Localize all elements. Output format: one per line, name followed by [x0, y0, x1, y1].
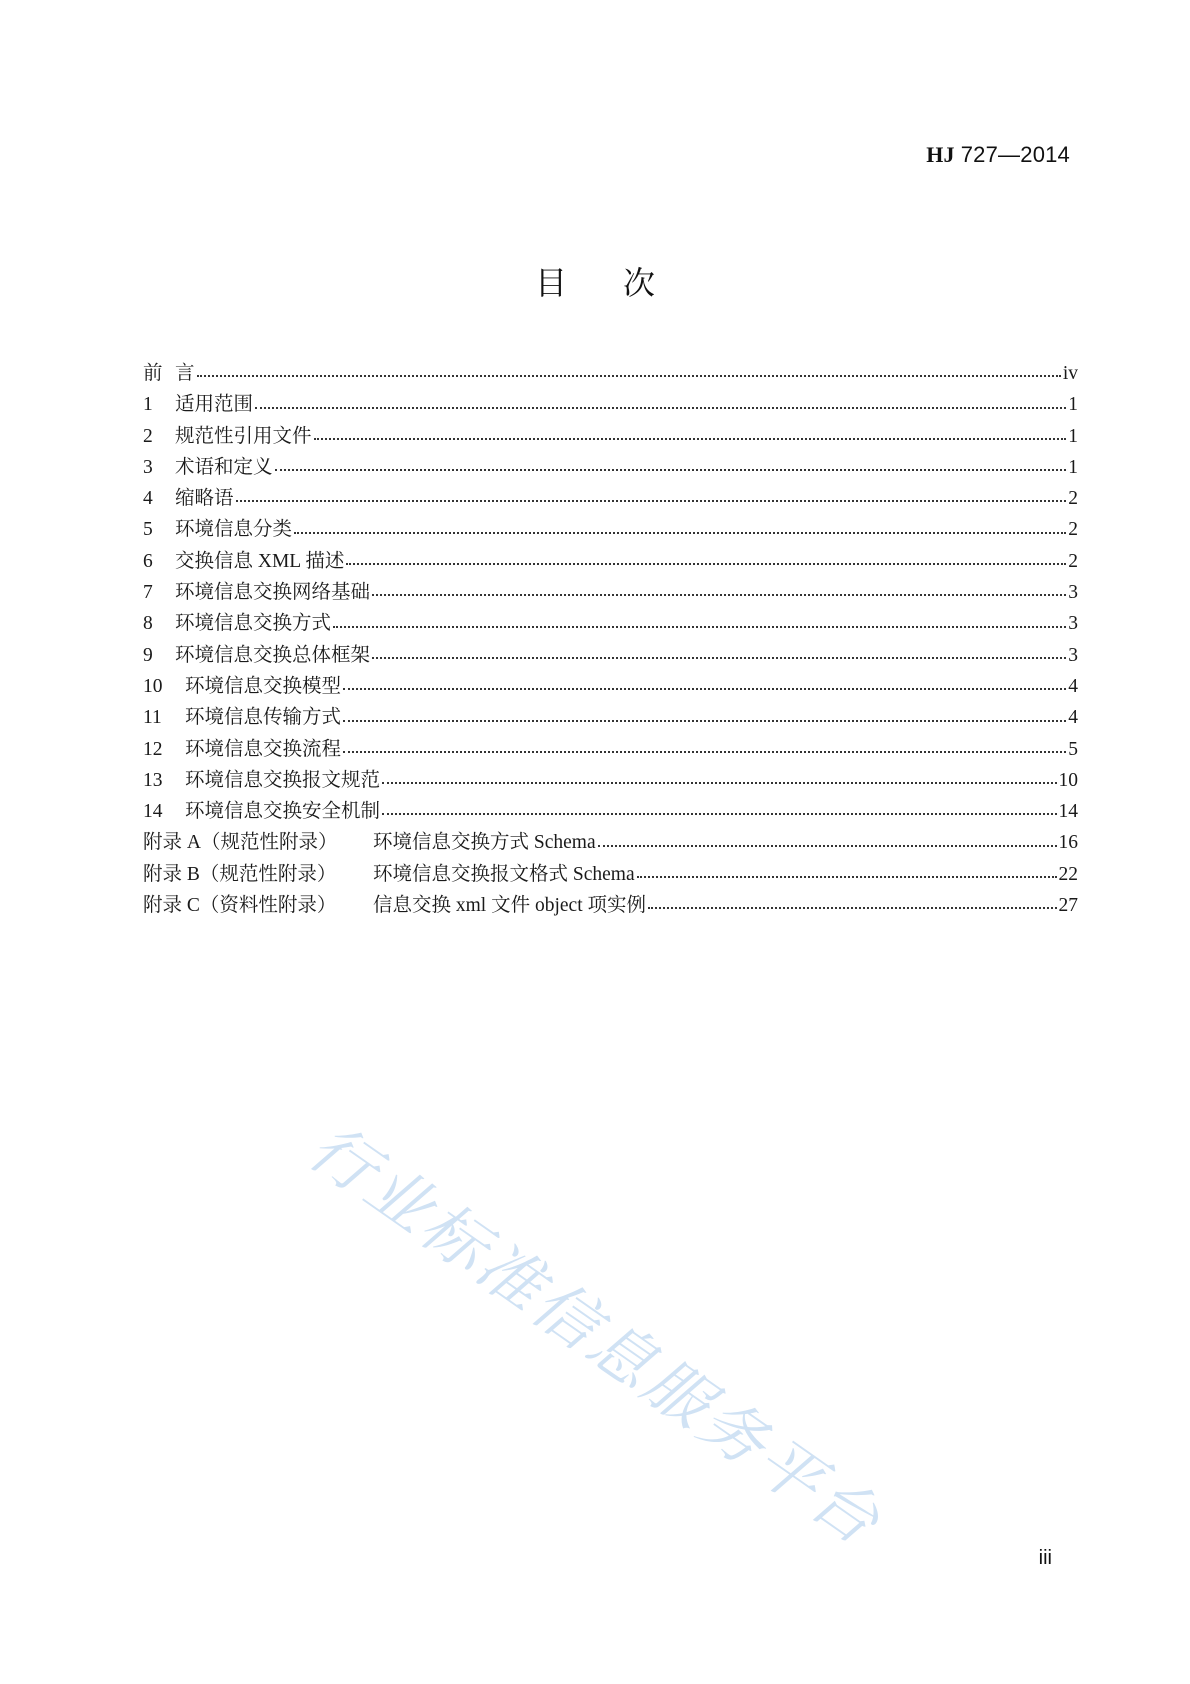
toc-leader-dots: [294, 532, 1066, 534]
toc-leader-dots: [648, 907, 1057, 909]
toc-leader-dots: [197, 375, 1061, 377]
page-title-char-2: 次: [623, 264, 656, 302]
toc-entry-label: 信息交换 xml 文件 object 项实例: [373, 895, 646, 917]
toc-entry-page: 1: [1068, 425, 1078, 447]
standard-code: [926, 142, 1070, 168]
toc-entry-14[interactable]: [143, 796, 1078, 827]
toc-leader-dots: [333, 626, 1066, 628]
toc-entry-label: 环境信息交换方式 Schema: [373, 832, 596, 854]
toc-entry-label: 环境信息交换方式: [175, 613, 332, 635]
toc-entry-label: 环境信息交换网络基础: [175, 582, 371, 604]
watermark-text: 行业标准信息服务平台: [295, 1110, 895, 1562]
toc-entry-appendix-a[interactable]: [143, 827, 1078, 858]
toc-leader-dots: [343, 720, 1066, 722]
standard-code-prefix: HJ: [926, 142, 955, 167]
toc-entry-page: 3: [1068, 644, 1078, 666]
toc-entry-number: 4: [143, 488, 153, 510]
toc-entry-page: 3: [1068, 613, 1078, 635]
toc-leader-dots: [343, 688, 1066, 690]
toc-entry-2[interactable]: [143, 421, 1078, 452]
toc-entry-page: iv: [1062, 363, 1078, 384]
toc-entry-page: 4: [1068, 707, 1078, 729]
toc-entry-number: 8: [143, 613, 153, 635]
toc-leader-dots: [598, 845, 1057, 847]
toc-entry-number: 12: [143, 738, 163, 760]
page-title-char-1: 目: [534, 264, 567, 302]
toc-entry-page: 2: [1068, 519, 1078, 541]
toc-leader-dots: [343, 751, 1066, 753]
toc-leader-dots: [382, 782, 1056, 784]
toc-entry-page: 1: [1068, 394, 1078, 416]
toc-entry-page: 2: [1068, 488, 1078, 510]
toc-entry-number: 6: [143, 550, 153, 572]
toc-entry-page: 3: [1068, 582, 1078, 604]
toc-leader-dots: [382, 813, 1056, 815]
toc-entry-label: 环境信息传输方式: [185, 707, 342, 729]
toc-appendix-prefix: 附录 C（资料性附录）: [143, 895, 337, 917]
toc-entry-1[interactable]: [143, 389, 1078, 420]
toc-entry-3[interactable]: [143, 452, 1078, 483]
toc-entry-5[interactable]: [143, 514, 1078, 545]
toc-entry-number: 前: [143, 363, 163, 384]
toc-leader-dots: [314, 438, 1067, 440]
toc-entry-appendix-b[interactable]: [143, 859, 1078, 890]
toc-appendix-prefix: 附录 B（规范性附录）: [143, 863, 337, 885]
toc-entry-label: 缩略语: [175, 488, 234, 510]
toc-entry-page: 1: [1068, 456, 1078, 478]
standard-code-number: 727—2014: [960, 142, 1070, 167]
toc-entry-7[interactable]: [143, 577, 1078, 608]
toc-entry-label: 交换信息 XML 描述: [175, 550, 345, 572]
page-title: [0, 258, 1190, 304]
page-number: iii: [1038, 1547, 1052, 1569]
toc-entry-number: 11: [143, 707, 162, 729]
toc-leader-dots: [372, 657, 1066, 659]
toc-entry-8[interactable]: [143, 608, 1078, 639]
toc-entry-label: 环境信息分类: [175, 519, 293, 541]
toc-entry-label: 环境信息交换流程: [185, 738, 342, 760]
toc-entry-number: 3: [143, 456, 153, 478]
toc-entry-label: 适用范围: [175, 394, 254, 416]
toc-entry-page: 22: [1058, 863, 1078, 885]
toc-entry-4[interactable]: [143, 483, 1078, 514]
toc-leader-dots: [255, 407, 1066, 409]
toc-entry-label: 言: [175, 363, 195, 384]
toc-entry-number: 1: [143, 394, 153, 416]
toc-entry-appendix-c[interactable]: [143, 890, 1078, 921]
toc-entry-label: 环境信息交换报文规范: [185, 769, 381, 791]
toc-entry-page: 16: [1058, 832, 1078, 854]
toc-entry-number: 5: [143, 519, 153, 541]
toc-entry-label: 环境信息交换报文格式 Schema: [373, 863, 635, 885]
toc-entry-10[interactable]: [143, 671, 1078, 702]
toc-entry-label: 环境信息交换安全机制: [185, 801, 381, 823]
toc-entry-page: 4: [1068, 675, 1078, 697]
table-of-contents: [143, 358, 1078, 921]
toc-entry-page: 5: [1068, 738, 1078, 760]
toc-entry-number: 7: [143, 582, 153, 604]
toc-entry-page: 27: [1058, 895, 1078, 917]
toc-entry-page: 14: [1058, 801, 1078, 823]
toc-entry-number: 10: [143, 675, 163, 697]
toc-appendix-prefix: 附录 A（规范性附录）: [143, 832, 338, 854]
toc-entry-page: 2: [1068, 550, 1078, 572]
toc-entry-label: 术语和定义: [175, 456, 273, 478]
toc-entry-number: 14: [143, 801, 163, 823]
toc-leader-dots: [637, 876, 1057, 878]
toc-entry-page: 10: [1058, 769, 1078, 791]
toc-entry-12[interactable]: [143, 734, 1078, 765]
toc-leader-dots: [236, 500, 1067, 502]
toc-leader-dots: [346, 563, 1066, 565]
toc-entry-label: 规范性引用文件: [175, 425, 312, 447]
toc-entry-number: 13: [143, 769, 163, 791]
toc-entry-6[interactable]: [143, 546, 1078, 577]
toc-leader-dots: [372, 594, 1066, 596]
toc-entry-label: 环境信息交换模型: [185, 675, 342, 697]
toc-entry-13[interactable]: [143, 765, 1078, 796]
toc-entry-number: 2: [143, 425, 153, 447]
toc-entry-9[interactable]: [143, 640, 1078, 671]
toc-entry-11[interactable]: [143, 702, 1078, 733]
toc-leader-dots: [275, 469, 1067, 471]
toc-entry-number: 9: [143, 644, 153, 666]
toc-entry-foreword[interactable]: [143, 358, 1078, 389]
toc-entry-label: 环境信息交换总体框架: [175, 644, 371, 666]
